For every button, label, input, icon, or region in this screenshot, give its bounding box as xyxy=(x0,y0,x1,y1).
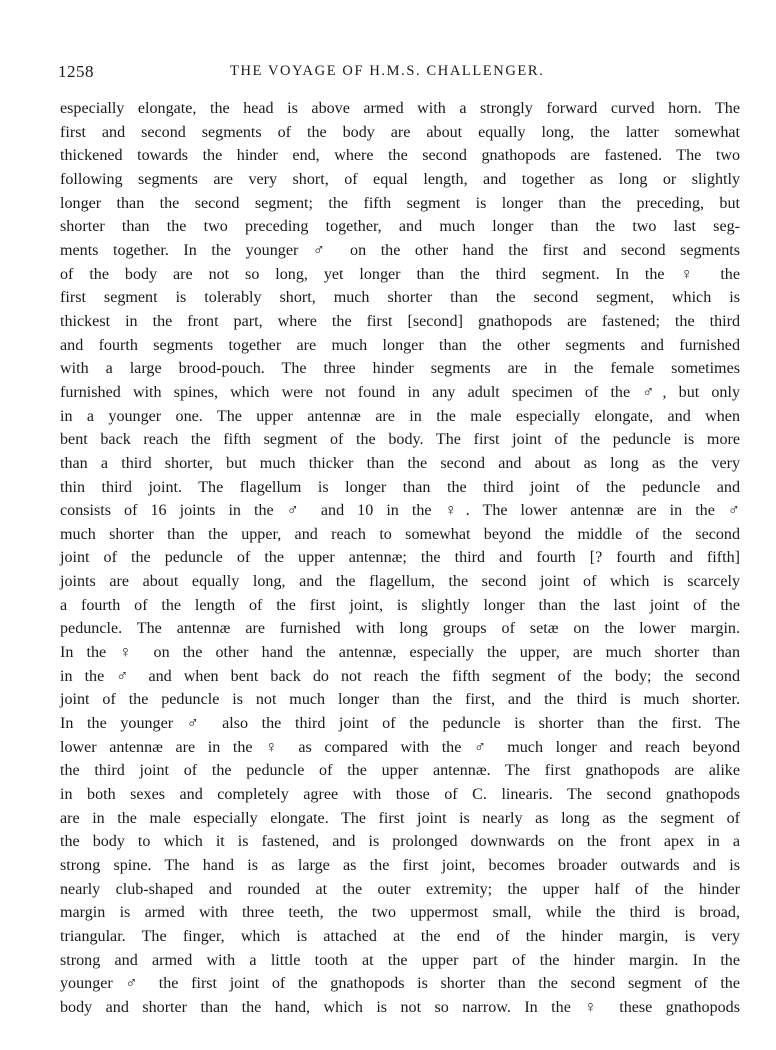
page-header xyxy=(58,62,738,86)
text-line: much shorter than the upper, and reach to somewhat beyond the middle of the second xyxy=(60,525,740,543)
text-line: In the ♀ on the other hand the antennæ, especially the upper, are much shorter than xyxy=(60,644,740,662)
text-line: in the ♂ and when bent back do not reach the fifth segment of the body; the second xyxy=(60,667,740,685)
text-line: the body to which it is fastened, and is prolonged downwards on the front apex in a xyxy=(60,833,740,851)
text-line: joint of the peduncle of the upper antennæ; the third and fourth [? fourth and fifth] xyxy=(60,549,740,567)
text-line: strong spine. The hand is as large as the first joint, becomes broader outwards and is xyxy=(60,857,740,874)
text-line: thickened towards the hinder end, where the second gnathopods are fastened. The two xyxy=(60,147,740,165)
text-line: younger ♂ the first joint of the gnathopods is shorter than the second segment of the xyxy=(60,975,740,993)
text-line: joints are about equally long, and the flagellum, the second joint of which is scarcely xyxy=(60,573,740,591)
text-line: first segment is tolerably short, much shorter than the second segment, which is xyxy=(60,289,740,307)
text-line: first and second segments of the body are about equally long, the latter somewhat xyxy=(60,123,740,141)
text-line: a fourth of the length of the first joint, is slightly longer than the last joint of the xyxy=(60,596,740,614)
text-line: are in the male especially elongate. The first joint is nearly as long as the segment of xyxy=(60,809,740,827)
running-head: THE VOYAGE OF H.M.S. CHALLENGER. xyxy=(230,63,545,79)
text-line: thin third joint. The flagellum is longer than the third joint of the peduncle and xyxy=(60,478,740,496)
text-line: than a third shorter, but much thicker than the second and about as long as the very xyxy=(60,454,740,472)
text-line: ments together. In the younger ♂ on the other hand the first and second segments xyxy=(60,241,740,259)
text-line: peduncle. The antennæ are furnished with long groups of setæ on the lower margin. xyxy=(60,620,740,638)
text-line: In the younger ♂ also the third joint of the peduncle is shorter than the first. The xyxy=(60,715,740,733)
text-line: the third joint of the peduncle of the upper antennæ. The first gnathopods are alike xyxy=(60,762,740,780)
text-line: in both sexes and completely agree with those of C. linearis. The second gnathopods xyxy=(60,786,740,804)
text-line: nearly club-shaped and rounded at the outer extremity; the upper half of the hinder xyxy=(60,880,740,898)
text-line: in a younger one. The upper antennæ are in the male especially elongate, and when xyxy=(60,407,740,425)
text-line: body and shorter than the hand, which is not so narrow. In the ♀ these gnathopods xyxy=(60,998,740,1016)
text-line: thickest in the front part, where the first [second] gnathopods are fastened; the third xyxy=(60,312,740,330)
text-line: furnished with spines, which were not found in any adult specimen of the ♂, but only xyxy=(60,383,740,401)
text-line: following segments are very short, of equal length, and together as long or slightly xyxy=(60,170,740,188)
body-text xyxy=(60,97,740,1020)
text-line: bent back reach the fifth segment of the body. The first joint of the peduncle is more xyxy=(60,431,740,449)
text-line: shorter than the two preceding together, and much longer than the two last seg- xyxy=(60,218,740,236)
text-line: lower antennæ are in the ♀ as compared with the ♂ much longer and reach beyond xyxy=(60,738,740,756)
text-line: of the body are not so long, yet longer than the third segment. In the ♀ the xyxy=(60,265,740,283)
text-line: margin is armed with three teeth, the two uppermost small, while the third is broad, xyxy=(60,904,740,922)
text-line: strong and armed with a little tooth at the upper part of the hinder margin. In the xyxy=(60,951,740,969)
text-line: longer than the second segment; the fifth segment is longer than the preceding, but xyxy=(60,194,740,212)
text-line: triangular. The finger, which is attached at the end of the hinder margin, is very xyxy=(60,927,740,945)
text-line: consists of 16 joints in the ♂ and 10 in the ♀. The lower antennæ are in the ♂ xyxy=(60,502,740,520)
text-line: and fourth segments together are much longer than the other segments and furnished xyxy=(60,336,740,354)
text-line: especially elongate, the head is above armed with a strongly forward curved horn. The xyxy=(60,100,740,117)
text-line: joint of the peduncle is not much longer than the first, and the third is much shorter. xyxy=(60,691,740,709)
page-number: 1258 xyxy=(58,62,94,81)
text-line: with a large brood-pouch. The three hinder segments are in the female sometimes xyxy=(60,360,740,378)
